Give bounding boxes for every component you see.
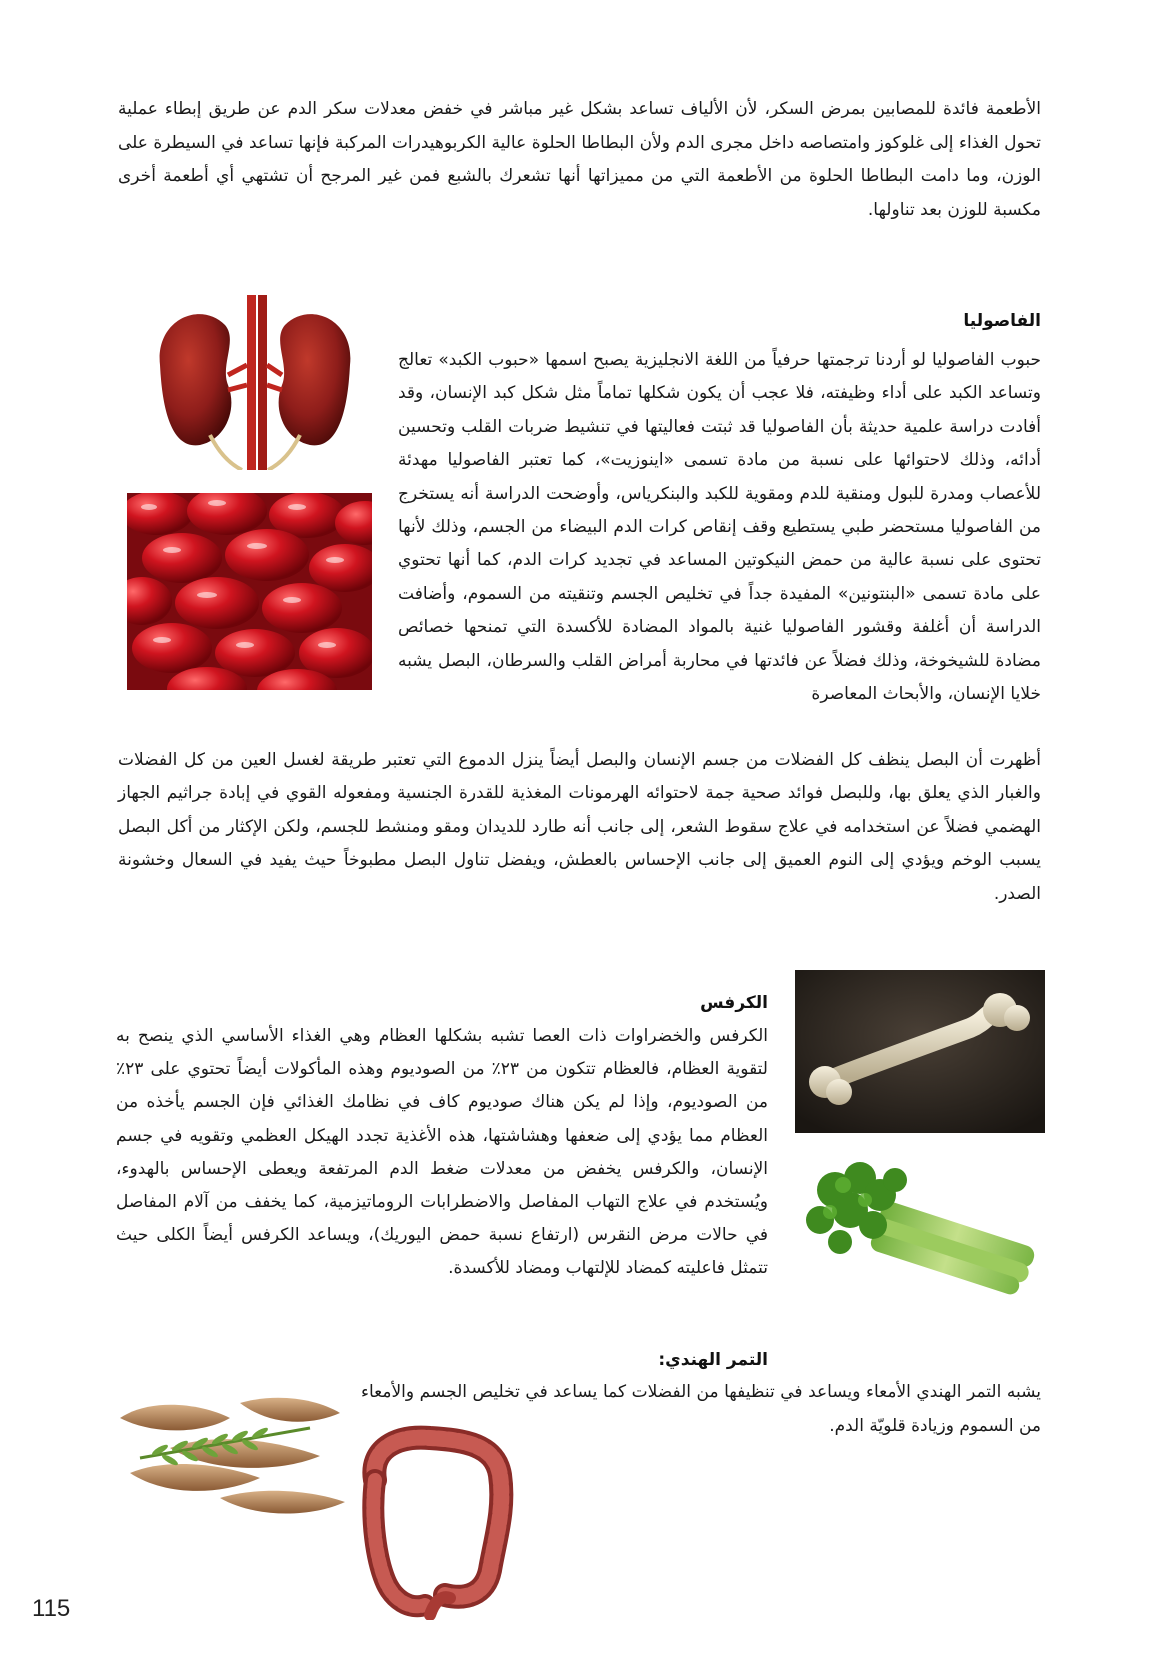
- intro-paragraph: الأطعمة فائدة للمصابين بمرض السكر، لأن الألياف تساعد بشكل غير مباشر في خفض معدلات سكر الدم عن طريق إبطاء عملية تحول الغذاء إلى غلوكوز وامتصاصه داخل مجرى الدم ولأن البطاطا الحلوة عالية الكربوهيدرات المركبة فإنها تساعد في السيطرة على الوزن، وما دامت البطاطا الحلوة من الأطعمة التي من مميزاتها أنها تشعرك بالشبع فمن غير المرجح أن تشتهي أي أطعمة أخرى مكسبة للوزن بعد تناولها.: [118, 99, 1041, 220]
- kidney-image: [150, 295, 360, 470]
- tamarind-heading: التمر الهندي:: [658, 1350, 768, 1370]
- beans-paragraph-narrow: حبوب الفاصوليا لو أردنا ترجمتها حرفياً من اللغة الانجليزية يصبح اسمها «حبوب الكبد» تعالج وتساعد الكبد على أداء وظيفته، فلا عجب أن يكون شكلها تماماً مثل شكل كبد الإنسان، وقد أفادت دراسة علمية حديثة بأن الفاصوليا قد ثبتت فعاليتها في تنشيط ضربات القلب وتحسين أدائه، وذلك لاحتوائها على نسبة من مادة تسمى «اينوزيت»، كما تعتبر الفاصوليا مهدئة للأعصاب ومدرة للبول ومنقية للدم ومقوية للكبد والبنكرياس، وأوضحت الدراسة أنه يستخرج من الفاصوليا مستحضر طبي يستطيع وقف إنقاص كرات الدم البيضاء من الجسم، وذلك لأنها تحتوى على نسبة عالية من حمض النيكوتين المساعد في تجديد كرات الدم، كما أنها تحتوي على مادة تسمى «البنتونين» المفيدة جداً في تخليص الجسم وتنقيته من السموم، وأضافت الدراسة أن أغلفة وقشور الفاصوليا غنية بالمواد المضادة للأكسدة التي تمنحها خصائص مضادة للشيخوخة، وذلك فضلاً عن فائدتها في محاربة أمراض القلب والسرطان، البصل يشبه خلايا الإنسان، والأبحاث المعاصرة: [398, 350, 1041, 705]
- celery-heading: الكرفس: [700, 993, 768, 1013]
- celery-paragraph: الكرفس والخضراوات ذات العصا تشبه بشكلها العظام وهي الغذاء الأساسي الذي ينصح به لتقوية العظام، فالعظام تتكون من ٢٣٪ من الصوديوم وهذه المأكولات أيضاً تحتوي على ٢٣٪ من الصوديوم، وإذا لم يكن هناك صوديوم كاف في نظامك الغذائي فإن الجسم يأخذه من العظام مما يؤدي إلى ضعفها وهشاشتها، هذه الأغذية تجدد الهيكل العظمي وتقويه في جسم الإنسان، والكرفس يخفض من معدلات ضغط الدم المرتفعة ويعطى الإحساس بالهدوء، ويُستخدم في علاج التهاب المفاصل والاضطرابات الروماتيزمية، كما يخفف من آلام المفاصل في حالات مرض النقرس (ارتفاع نسبة حمض اليوريك)، ويساعد الكرفس أيضاً الكلى حيث تتمثل فاعليته كمضاد للإلتهاب ومضاد للأكسدة.: [116, 1026, 768, 1279]
- beans-paragraph-wide: أظهرت أن البصل ينظف كل الفضلات من جسم الإنسان والبصل أيضاً ينزل الدموع التي تعتبر طريقة لغسل العين من كل الفضلات والغبار الذي يعلق بها، وللبصل فوائد صحية جمة لاحتوائه الهرمونات المغذية للقدرة الجنسية ومفعوله القوي في إبادة جراثيم الجهاز الهضمي فضلاً عن استخدامه في علاج سقوط الشعر، إلى جانب أنه طارد للديدان ومقو ومنشط للجسم، ولكن الإكثار من أكل البصل يسبب الوخم ويؤدي إلى النوم العميق إلى جانب الإحساس بالعطش، ويفضل تناول البصل مطبوخاً حيث يفيد في السعال وخشونة الصدر.: [118, 750, 1041, 904]
- beans-heading: الفاصوليا: [963, 311, 1041, 331]
- tamarind-image: [110, 1378, 350, 1528]
- intestine-image: [355, 1420, 515, 1620]
- kidney-beans-image: [127, 493, 372, 690]
- celery-image: [795, 1150, 1045, 1295]
- tamarind-paragraph: يشبه التمر الهندي الأمعاء ويساعد في تنظيفها من الفضلات كما يساعد في تخليص الجسم والأمعاء من السموم وزيادة قلويّة الدم.: [361, 1382, 1041, 1436]
- bone-image: [795, 970, 1045, 1133]
- page-number: 115: [32, 1595, 71, 1622]
